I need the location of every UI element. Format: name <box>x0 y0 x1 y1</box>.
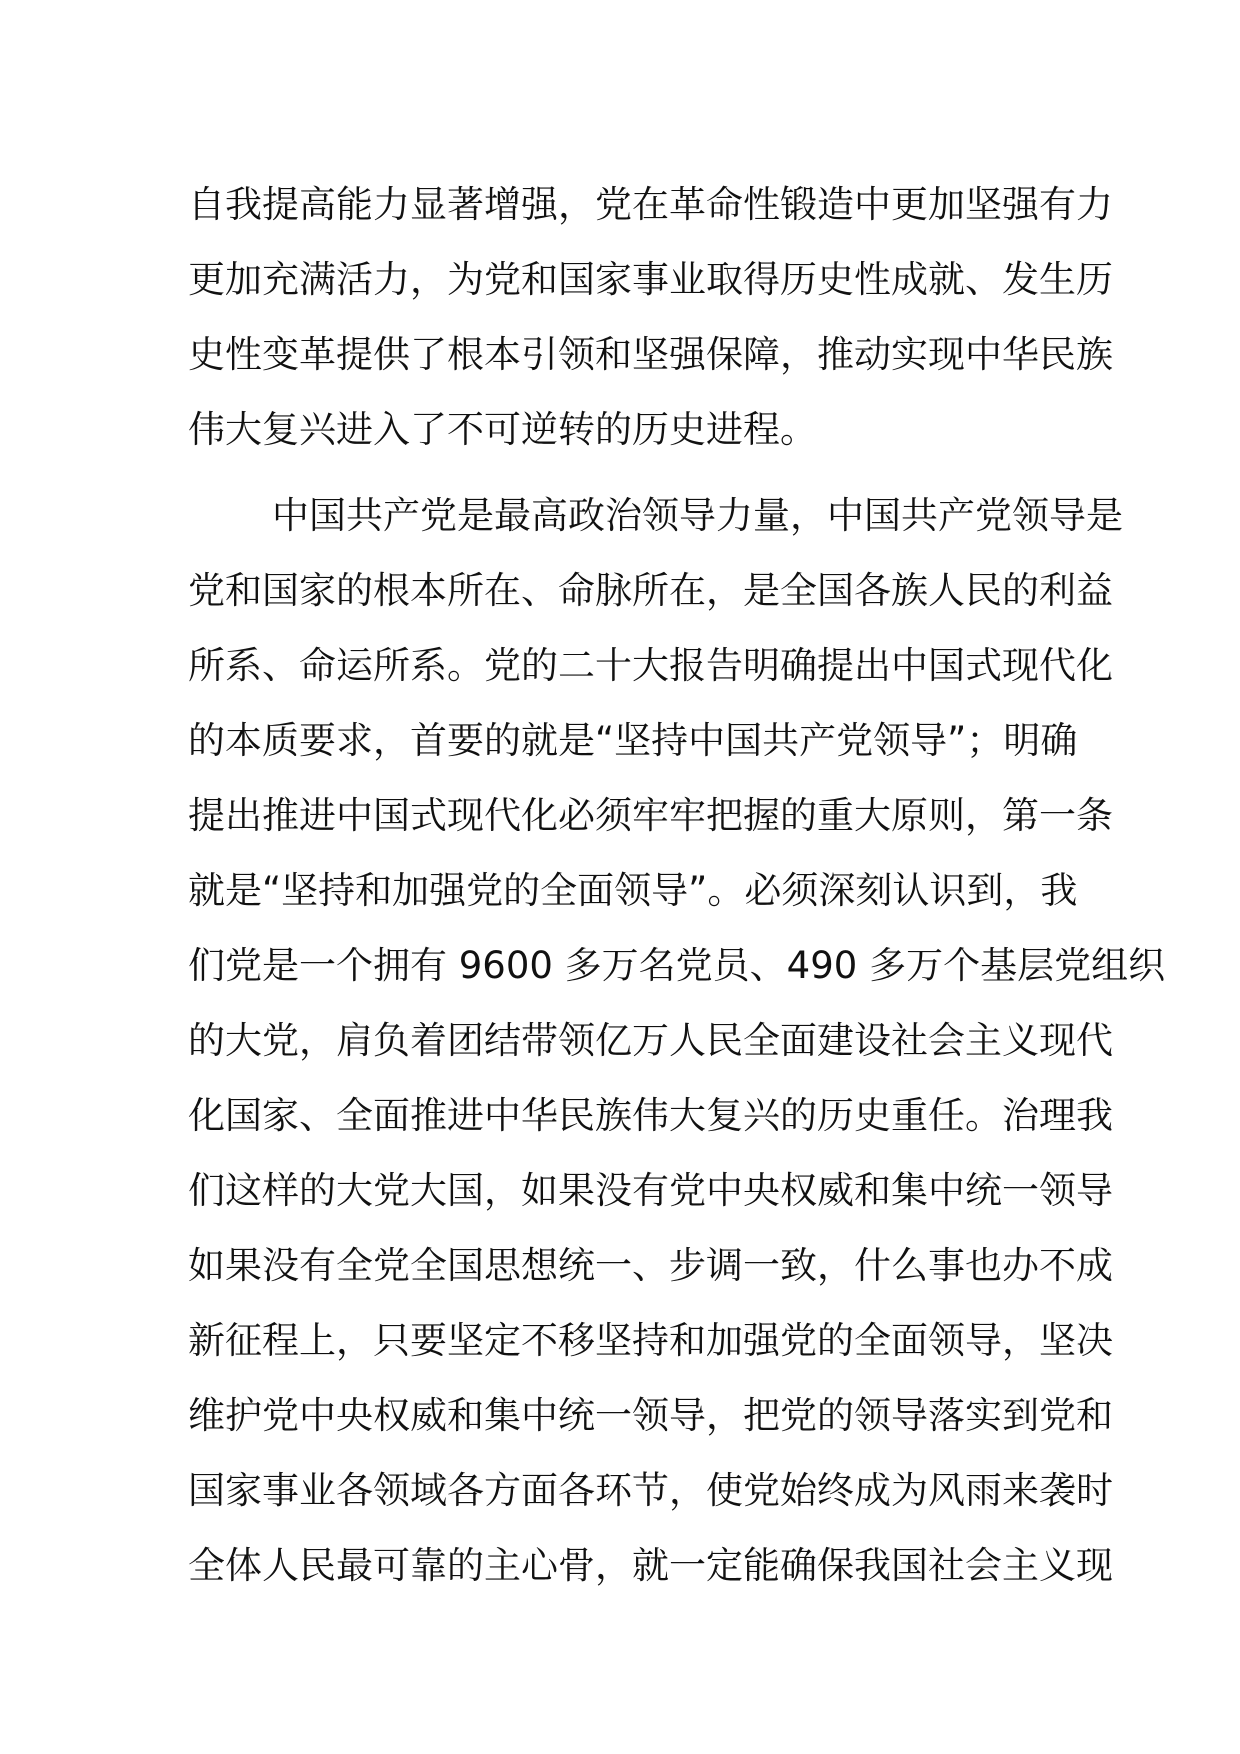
text-line: 如果没有全党全国思想统一、步调一致，什么事也办不成 <box>188 1244 1113 1287</box>
paragraph-continued <box>188 167 1113 467</box>
paragraph-party-leadership <box>188 478 1166 1603</box>
text-line: 化国家、全面推进中华民族伟大复兴的历史重任。治理我 <box>188 1094 1113 1137</box>
text-line: 的大党，肩负着团结带领亿万人民全面建设社会主义现代 <box>188 1019 1113 1062</box>
text-line: 国家事业各领域各方面各环节，使党始终成为风雨来袭时 <box>188 1469 1113 1512</box>
text-line-first: 中国共产党是最高政治领导力量，中国共产党领导是 <box>272 494 1123 537</box>
text-line: 全体人民最可靠的主心骨，就一定能确保我国社会主义现 <box>188 1544 1113 1587</box>
text-line: 自我提高能力显著增强，党在革命性锻造中更加坚强有力 <box>188 183 1113 226</box>
text-line: 所系、命运所系。党的二十大报告明确提出中国式现代化 <box>188 644 1113 687</box>
text-line: 维护党中央权威和集中统一领导，把党的领导落实到党和 <box>188 1394 1113 1437</box>
text-line: 伟大复兴进入了不可逆转的历史进程。 <box>188 408 817 451</box>
text-line: 史性变革提供了根本引领和坚强保障，推动实现中华民族 <box>188 333 1113 376</box>
text-line: 提出推进中国式现代化必须牢牢把握的重大原则，第一条 <box>188 794 1113 837</box>
text-line: 就是“坚持和加强党的全面领导”。必须深刻认识到，我 <box>188 869 1078 912</box>
text-line: 们这样的大党大国，如果没有党中央权威和集中统一领导 <box>188 1169 1113 1212</box>
text-line: 们党是一个拥有 9600 多万名党员、490 多万个基层党组织 <box>188 944 1166 987</box>
text-line: 更加充满活力，为党和国家事业取得历史性成就、发生历 <box>188 258 1113 301</box>
text-line: 的本质要求，首要的就是“坚持中国共产党领导”；明确 <box>188 719 1078 762</box>
text-line: 党和国家的根本所在、命脉所在，是全国各族人民的利益 <box>188 569 1113 612</box>
text-line: 新征程上，只要坚定不移坚持和加强党的全面领导，坚决 <box>188 1319 1113 1362</box>
